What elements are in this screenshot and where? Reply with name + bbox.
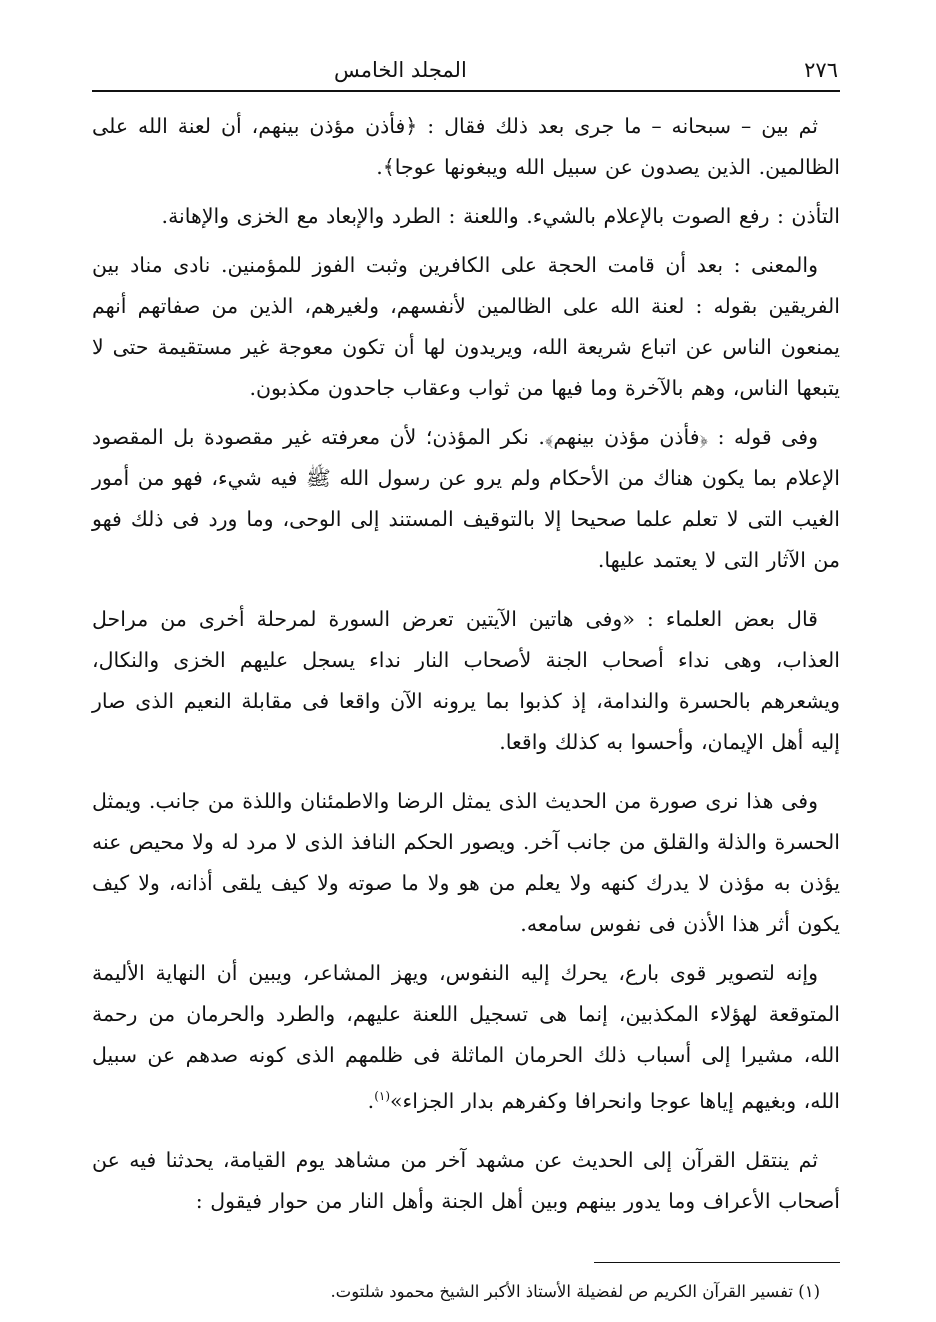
paragraph-4: وفى قوله : ﴿فأذن مؤذن بينهم﴾. نكر المؤذن؛ لأن معرفته غير مقصودة بل المقصود الإعلام بما يكون هناك من الأحكام ولم يرو عن رسول الله ﷺ فيه شيء، فهو من أمور الغيب التى لا تعلم علما صحيحا إلا بالتوقيف المستند إلى الوحى، وما ورد فى ذلك فهو من الآثار التى لا يعتمد عليها. bbox=[92, 425, 840, 572]
paragraph-3: والمعنى : بعد أن قامت الحجة على الكافرين وثبت الفوز للمؤمنين. نادى مناد بين الفريقين بقوله : لعنة الله على الظالمين لأنفسهم، ولغيرهم، الذين من صفاتهم أنهم يمنعون الناس عن اتباع شريعة الله، ويريدون لها أن تكون معوجة غير مستقيمة حتى لا يتبعها الناس، وهم بالآخرة وما فيها من ثواب وعقاب جاحدون مكذبون. bbox=[92, 253, 840, 400]
paragraph-1: ثم بين – سبحانه – ما جرى بعد ذلك فقال : ﴿فأذن مؤذن بينهم، أن لعنة الله على الظالمين. الذين يصدون عن سبيل الله ويبغونها عوجا﴾. bbox=[92, 114, 840, 179]
volume-title: المجلد الخامس bbox=[334, 58, 467, 82]
page-number: ٢٧٦ bbox=[804, 58, 838, 82]
footnote-rule bbox=[594, 1262, 840, 1263]
paragraph-7 bbox=[92, 953, 840, 1122]
paragraph-5: قال بعض العلماء : «وفى هاتين الآيتين تعرض السورة لمرحلة أخرى من مراحل العذاب، وهى نداء أصحاب الجنة لأصحاب النار نداء يسجل عليهم الخزى والنكال، ويشعرهم بالحسرة والندامة، إذ كذبوا بما يرونه الآن واقعا فى مقابلة النعيم الذى صار إليه أهل الإيمان، وأحسوا به كذلك واقعا. bbox=[92, 607, 840, 754]
running-header bbox=[92, 56, 840, 90]
book-page bbox=[92, 56, 840, 1322]
footnote: (١) تفسير القرآن الكريم ص لفضيلة الأستاذ الأكبر الشيخ محمود شلتوت. bbox=[330, 1282, 820, 1302]
paragraph-8: ثم ينتقل القرآن إلى الحديث عن مشهد آخر من مشاهد يوم القيامة، يحدثنا فيه عن أصحاب الأعراف وما يدور بينهم وبين أهل الجنة وأهل النار من حوار فيقول : bbox=[92, 1147, 840, 1213]
paragraph-7-text: وإنه لتصوير قوى بارع، يحرك إليه النفوس، ويهز المشاعر، ويبين أن النهاية الأليمة المتوقعة لهؤلاء المكذبين، إنما هى تسجيل اللعنة عليهم، والطرد والحرمان من رحمة الله، مشيرا إلى أسباب ذلك الحرمان الماثلة فى ظلمهم الذى كونه صدهم عن سبيل الله، وبغيهم إياها عوجا وانحرافا وكفرهم بدار الجزاء» bbox=[92, 961, 840, 1113]
paragraph-2: التأذن : رفع الصوت بالإعلام بالشيء. واللعنة : الطرد والإبعاد مع الخزى والإهانة. bbox=[161, 204, 840, 228]
header-rule bbox=[92, 90, 840, 92]
footnote-reference: (١) bbox=[374, 1089, 391, 1103]
paragraph-6: وفى هذا نرى صورة من الحديث الذى يمثل الرضا والاطمئنان واللذة من جانب. ويمثل الحسرة والذلة والقلق من جانب آخر. ويصور الحكم النافذ الذى لا مرد له ولا محيص عنه يؤذن به مؤذن لا يدرك كنهه ولا يعلم من هو ولا ما صوته ولا كيف يلقى أذانه، ولا كيف يكون أثر هذا الأذن فى نفوس سامعه. bbox=[92, 789, 840, 936]
paragraph-7-end: . bbox=[367, 1088, 375, 1113]
